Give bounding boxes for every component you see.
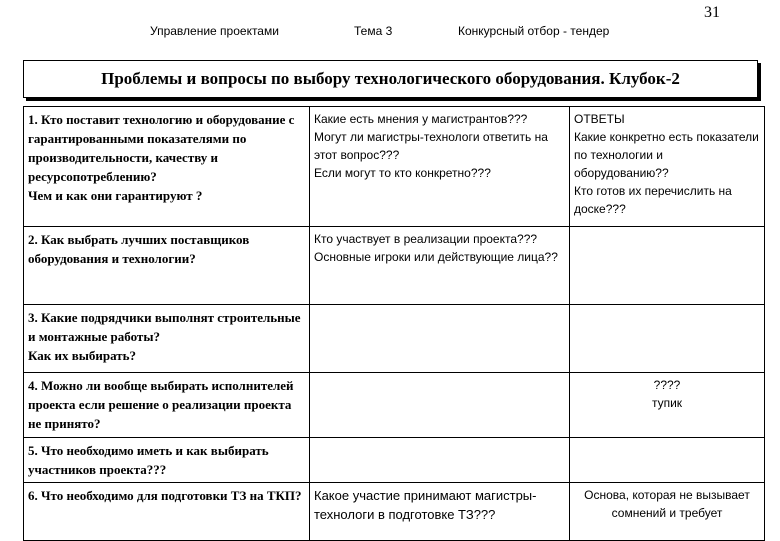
question-text: 4. Можно ли вообще выбирать исполнителей проекта если решение о реализации проекта не принято? xyxy=(28,378,294,431)
header-subject: Конкурсный отбор - тендер xyxy=(458,24,610,38)
comment-cell xyxy=(310,107,570,227)
question-cell xyxy=(24,107,310,227)
comment-text: Могут ли магистры-технологи ответить на этот вопрос??? xyxy=(314,130,548,162)
comment-text: Если могут то кто конкретно??? xyxy=(314,166,491,180)
table-row xyxy=(24,483,765,541)
slide-title: Проблемы и вопросы по выбору технологического оборудования. Клубок-2 xyxy=(23,60,758,98)
question-text: Как их выбирать? xyxy=(28,348,137,363)
question-cell xyxy=(24,373,310,438)
question-cell xyxy=(24,305,310,373)
header-course: Управление проектами xyxy=(150,24,279,38)
question-cell xyxy=(24,438,310,483)
table-row xyxy=(24,438,765,483)
question-cell xyxy=(24,483,310,541)
header-topic: Тема 3 xyxy=(354,24,393,38)
answer-text: ОТВЕТЫ xyxy=(574,112,625,126)
comment-cell xyxy=(310,305,570,373)
comment-cell xyxy=(310,373,570,438)
question-text: Чем и как они гарантируют ? xyxy=(28,188,203,203)
question-text: 6. Что необходимо для подготовки ТЗ на ТКП? xyxy=(28,488,302,503)
comment-text: Основные игроки или действующие лица?? xyxy=(314,250,558,264)
question-text: 3. Какие подрядчики выполнят строительные и монтажные работы? xyxy=(28,310,301,344)
answer-cell xyxy=(570,373,765,438)
question-cell xyxy=(24,227,310,305)
table-row xyxy=(24,227,765,305)
answer-cell xyxy=(570,107,765,227)
comment-text: Какие есть мнения у магистрантов??? xyxy=(314,112,528,126)
table-row xyxy=(24,305,765,373)
answer-cell xyxy=(570,483,765,541)
comment-cell xyxy=(310,438,570,483)
comment-cell xyxy=(310,483,570,541)
table-row xyxy=(24,107,765,227)
page-number: 31 xyxy=(704,4,720,21)
question-text: 5. Что необходимо иметь и как выбирать участников проекта??? xyxy=(28,443,269,477)
comment-text: Какое участие принимают магистры-технологи в подготовке ТЗ??? xyxy=(314,488,537,522)
comment-cell xyxy=(310,227,570,305)
answer-cell xyxy=(570,227,765,305)
answer-text: тупик xyxy=(651,396,683,410)
answer-text: Кто готов их перечислить на доске??? xyxy=(574,184,732,216)
answer-cell xyxy=(570,305,765,373)
table-row xyxy=(24,373,765,438)
answer-text: ???? xyxy=(653,378,681,392)
question-text: 1. Кто поставит технологию и оборудование с гарантированными показателями по производительности, качеству и ресурсопотреблению? xyxy=(28,112,295,184)
answer-text: Какие конкретно есть показатели по технологии и оборудованию?? xyxy=(574,130,759,180)
answer-text: Основа, которая не вызывает сомнений и требует xyxy=(584,488,750,520)
question-text: 2. Как выбрать лучших поставщиков оборудования и технологии? xyxy=(28,232,250,266)
comment-text: Кто участвует в реализации проекта??? xyxy=(314,232,538,246)
problems-table xyxy=(23,106,765,541)
answer-cell xyxy=(570,438,765,483)
